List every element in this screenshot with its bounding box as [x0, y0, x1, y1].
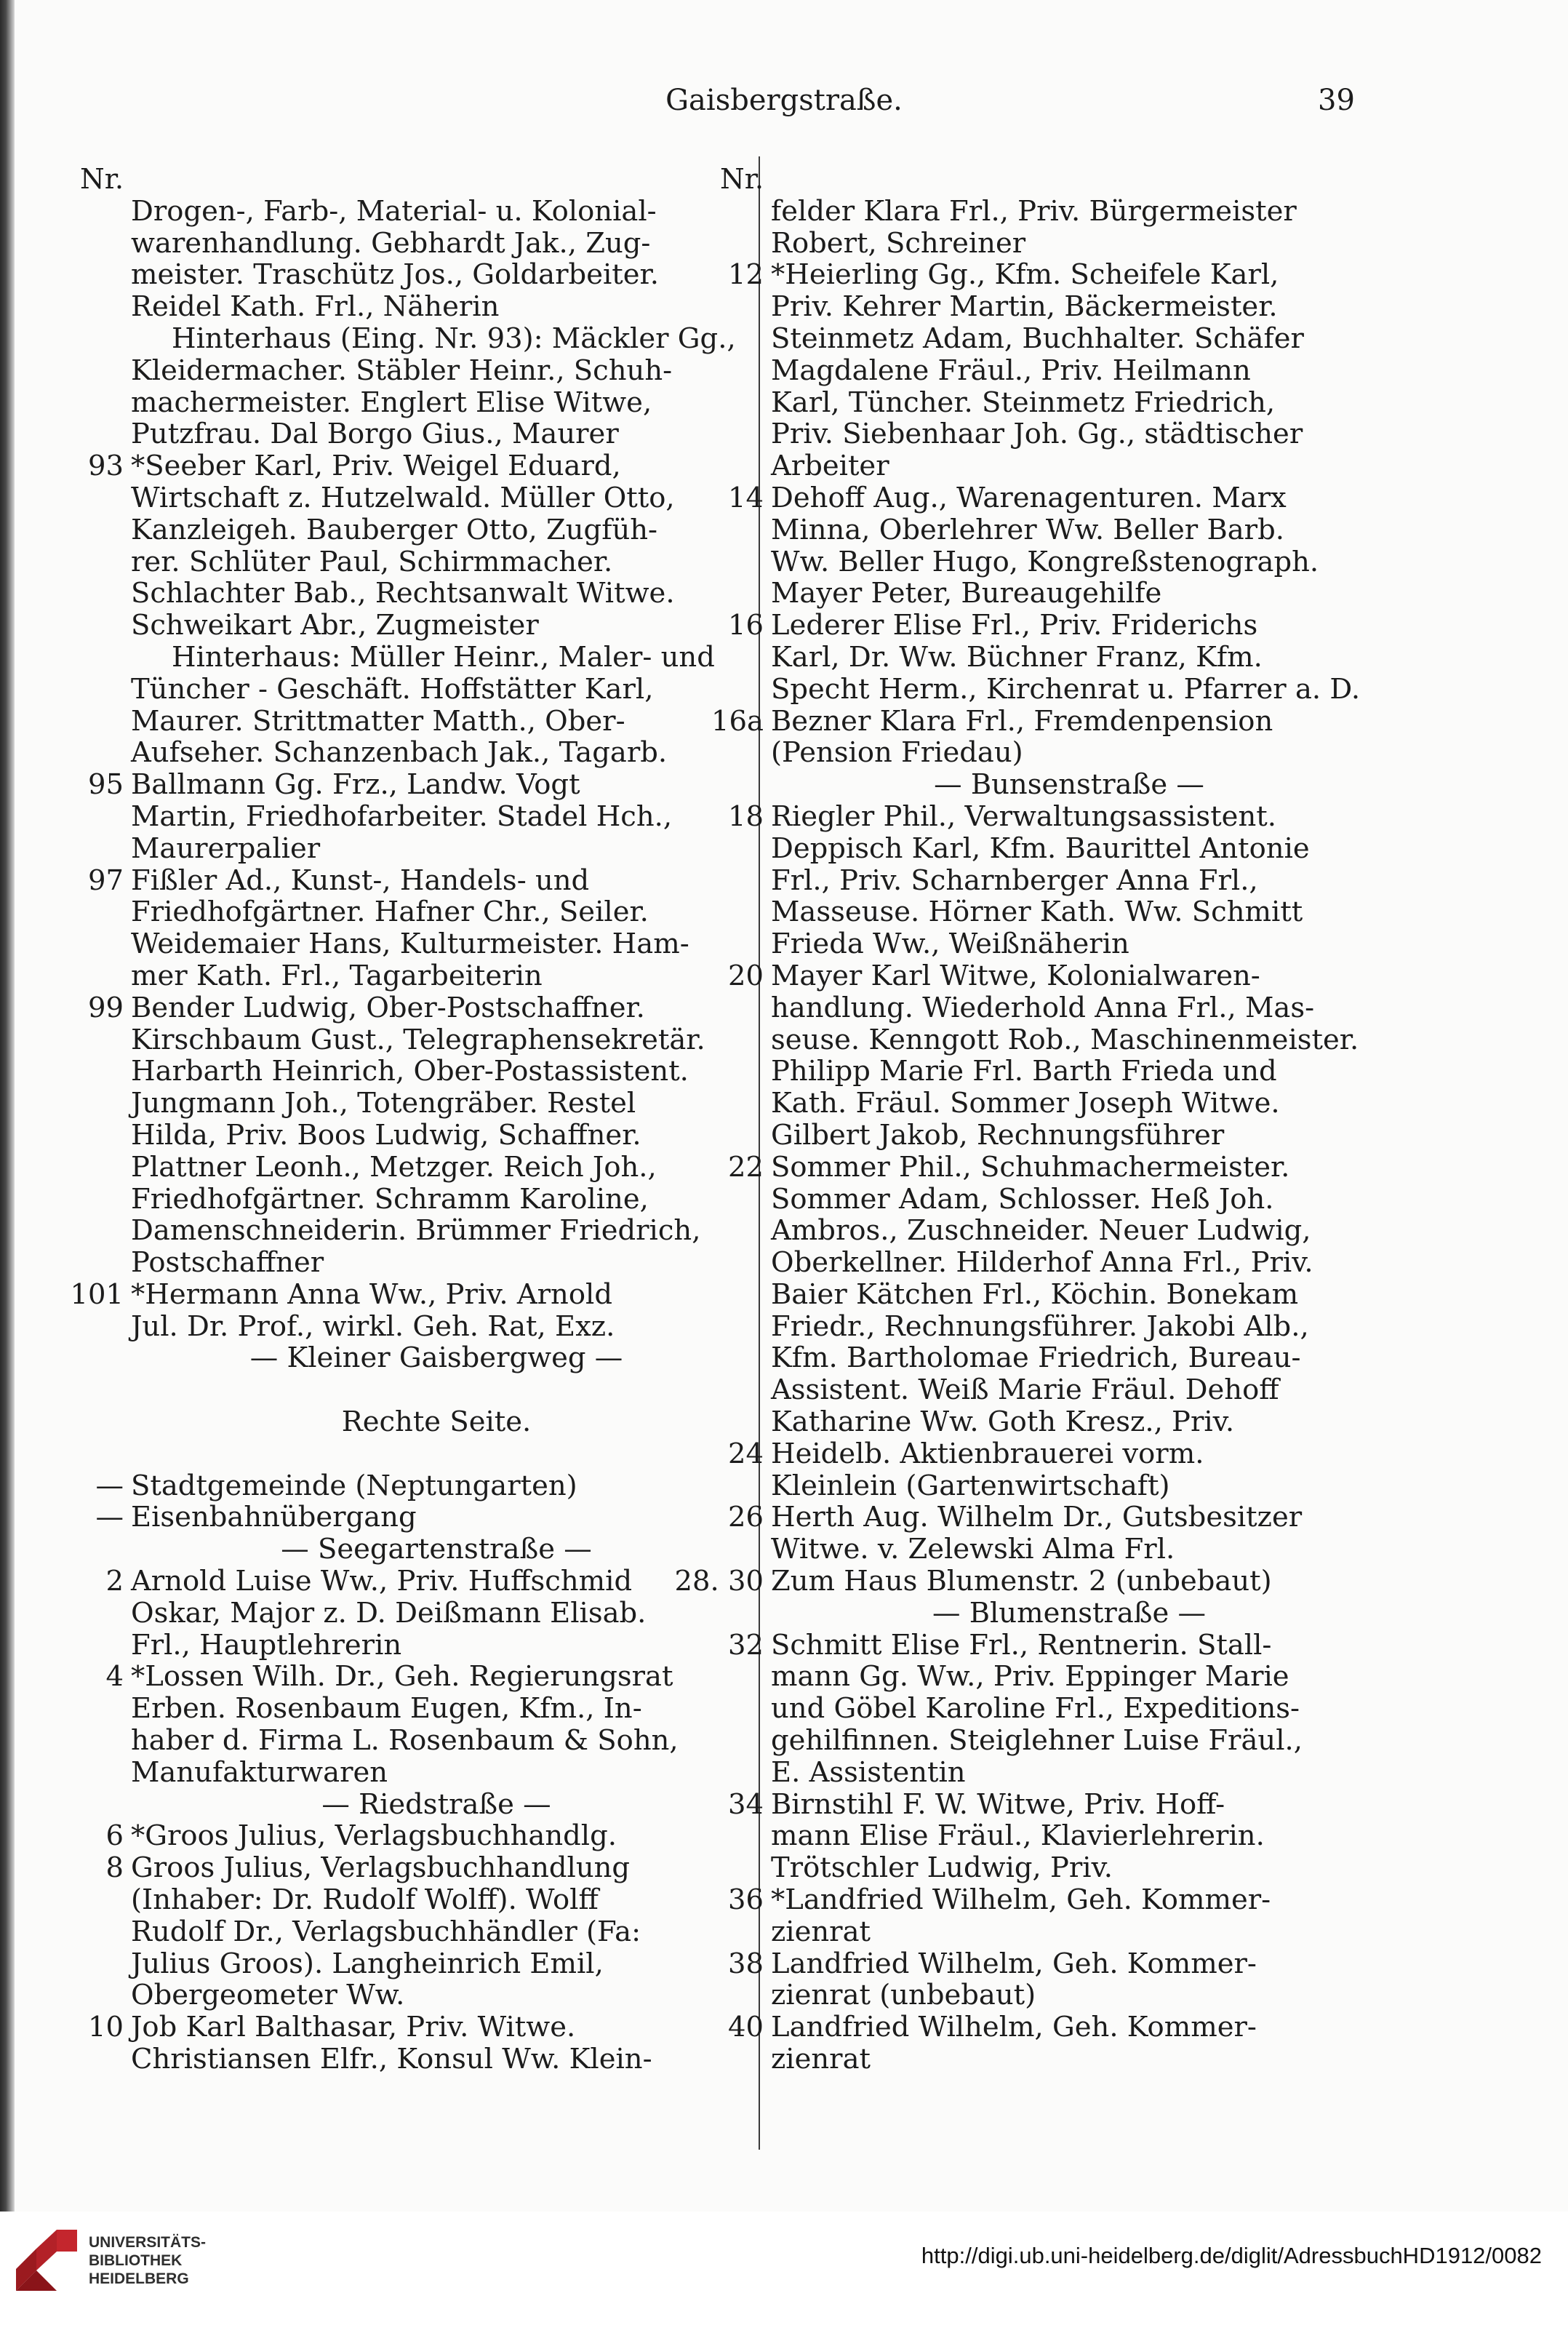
- directory-text: (Inhaber: Dr. Rudolf Wolff). Wolff: [131, 1883, 599, 1917]
- directory-text: Kleinlein (Gartenwirtschaft): [771, 1469, 1170, 1502]
- directory-text: Masseuse. Hörner Kath. Ww. Schmitt: [771, 896, 1303, 929]
- directory-line: [88, 864, 742, 897]
- directory-text: Maurer. Strittmatter Matth., Ober-: [131, 704, 625, 738]
- directory-text: Ambros., Zuschneider. Neuer Ludwig,: [771, 1214, 1311, 1248]
- house-number: 28. 30: [674, 1565, 764, 1598]
- house-number: 20: [728, 959, 764, 992]
- directory-text: Kleidermacher. Stäbler Heinr., Schuh-: [131, 354, 673, 387]
- directory-text: Kanzleigeh. Bauberger Otto, Zugfüh-: [131, 513, 658, 546]
- right-column: [674, 163, 1367, 2076]
- directory-line: [95, 1501, 742, 1534]
- directory-line: [131, 291, 742, 323]
- directory-line: [131, 896, 742, 928]
- directory-text: Dehoff Aug., Warenagenturen. Marx: [771, 481, 1287, 514]
- directory-text: Kath. Fräul. Sommer Joseph Witwe.: [771, 1087, 1280, 1120]
- directory-line: [728, 799, 1367, 833]
- directory-line: [88, 991, 742, 1024]
- directory-text: Karl, Tüncher. Steinmetz Friedrich,: [771, 386, 1276, 419]
- directory-text: Eisenbahnübergang: [131, 1501, 417, 1534]
- directory-line: [131, 706, 742, 738]
- directory-line: [771, 578, 1367, 610]
- directory-line: [771, 1215, 1367, 1247]
- directory-text: Schweikart Abr., Zugmeister: [131, 609, 539, 642]
- directory-line: [771, 1852, 1367, 1884]
- directory-text: Kfm. Bartholomae Friedrich, Bureau-: [771, 1341, 1301, 1375]
- house-number: 36: [728, 1883, 764, 1917]
- directory-text: Bezner Klara Frl., Fremdenpension: [771, 704, 1273, 738]
- directory-line: [131, 546, 742, 578]
- directory-line: [131, 1534, 742, 1566]
- library-name: [89, 2233, 206, 2288]
- house-number: 34: [728, 1787, 764, 1821]
- directory-text: Erben. Rosenbaum Eugen, Kfm., In-: [131, 1692, 642, 1726]
- directory-text: zienrat (unbebaut): [771, 1979, 1036, 2012]
- column-heading: Nr.: [720, 163, 764, 196]
- directory-line: [771, 1279, 1367, 1311]
- left-column: [70, 163, 742, 2076]
- directory-line: [728, 2011, 1367, 2044]
- house-number: —: [95, 1469, 124, 1502]
- directory-text: Karl, Dr. Ww. Büchner Franz, Kfm.: [771, 640, 1263, 674]
- directory-text: mer Kath. Frl., Tagarbeiterin: [131, 959, 543, 992]
- house-number: 99: [88, 991, 124, 1024]
- directory-line: [771, 1406, 1367, 1438]
- directory-line: [131, 1152, 742, 1184]
- directory-line: [771, 1820, 1367, 1852]
- directory-text: Kirschbaum Gust., Telegraphensekretär.: [131, 1023, 705, 1056]
- directory-line: [771, 2043, 1367, 2075]
- directory-line: [131, 1693, 742, 1725]
- directory-text: Heidelb. Aktienbrauerei vorm.: [771, 1437, 1204, 1470]
- directory-text: felder Klara Frl., Priv. Bürgermeister: [771, 194, 1297, 228]
- house-number: 101: [70, 1277, 124, 1311]
- directory-line: [771, 323, 1367, 355]
- directory-line: [131, 737, 742, 769]
- directory-line: [771, 1725, 1367, 1757]
- directory-text: (Pension Friedau): [771, 736, 1023, 770]
- directory-line: [771, 928, 1367, 960]
- directory-text: Friedr., Rechnungsführer. Jakobi Alb.,: [771, 1309, 1309, 1343]
- directory-text: Oberkellner. Hilderhof Anna Frl., Priv.: [771, 1246, 1313, 1280]
- directory-text: Stadtgemeinde (Neptungarten): [131, 1469, 577, 1502]
- directory-text: Maurerpalier: [131, 831, 321, 865]
- directory-line: [131, 259, 742, 291]
- directory-line: [771, 1056, 1367, 1088]
- directory-line: [728, 1883, 1367, 1917]
- directory-line: [105, 1565, 742, 1598]
- directory-text: Postschaffner: [131, 1246, 324, 1280]
- directory-line: [131, 674, 742, 706]
- directory-text: — Bunsenstraße —: [934, 768, 1204, 802]
- directory-line: [131, 323, 742, 355]
- directory-line: [728, 1628, 1367, 1662]
- directory-line: [131, 514, 742, 546]
- directory-text: meister. Traschütz Jos., Goldarbeiter.: [131, 258, 659, 292]
- directory-text: Arbeiter: [771, 450, 889, 483]
- directory-line: [131, 482, 742, 514]
- house-number: 8: [105, 1851, 124, 1885]
- directory-text: Mayer Karl Witwe, Kolonialwaren-: [771, 959, 1260, 992]
- directory-line: [131, 610, 742, 642]
- directory-text: Robert, Schreiner: [771, 226, 1026, 260]
- directory-line: [131, 1342, 742, 1374]
- directory-line: [105, 1819, 742, 1853]
- directory-text: — Riedstraße —: [321, 1787, 551, 1821]
- directory-line: [771, 355, 1367, 387]
- directory-text: Schmitt Elise Frl., Rentnerin. Stall-: [771, 1628, 1272, 1662]
- directory-line: [105, 1851, 742, 1885]
- house-number: 16: [728, 609, 764, 642]
- directory-line: [771, 737, 1367, 769]
- library-name-line2: BIBLIOTHEK: [89, 2252, 183, 2269]
- directory-line: [131, 960, 742, 992]
- directory-text: Assistent. Weiß Marie Fräul. Dehoff: [771, 1373, 1279, 1407]
- directory-text: Sommer Adam, Schlosser. Heß Joh.: [771, 1182, 1274, 1216]
- directory-text: Putzfrau. Dal Borgo Gius., Maurer: [131, 418, 619, 451]
- directory-line: [131, 1215, 742, 1247]
- house-number: 97: [88, 864, 124, 897]
- directory-text: Harbarth Heinrich, Ober-Postassistent.: [131, 1055, 689, 1088]
- scan-edge: [0, 0, 15, 2333]
- directory-text: seuse. Kenngott Rob., Maschinenmeister.: [771, 1023, 1359, 1056]
- directory-text: Groos Julius, Verlagsbuchhandlung: [131, 1851, 631, 1885]
- directory-text: Frieda Ww., Weißnäherin: [771, 928, 1129, 961]
- house-number: —: [95, 1501, 124, 1534]
- directory-line: [131, 1184, 742, 1216]
- house-number: 38: [728, 1947, 764, 1980]
- directory-text: *Lossen Wilh. Dr., Geh. Regierungsrat: [131, 1660, 673, 1694]
- directory-text: — Kleiner Gaisbergweg —: [249, 1341, 623, 1375]
- directory-line: [771, 450, 1367, 482]
- directory-line: [131, 1916, 742, 1948]
- directory-text: Hinterhaus: Müller Heinr., Maler- und: [172, 640, 715, 674]
- directory-text: Riegler Phil., Verwaltungsassistent.: [771, 799, 1276, 833]
- directory-line: [771, 514, 1367, 546]
- directory-text: Arnold Luise Ww., Priv. Huffschmid: [131, 1565, 633, 1598]
- directory-text: Jul. Dr. Prof., wirkl. Geh. Rat, Exz.: [131, 1309, 615, 1343]
- directory-text: Frl., Hauptlehrerin: [131, 1628, 402, 1662]
- house-number: 24: [728, 1437, 764, 1470]
- directory-text: E. Assistentin: [771, 1755, 966, 1789]
- directory-text: Steinmetz Adam, Buchhalter. Schäfer: [771, 322, 1304, 355]
- house-number: 16a: [711, 704, 764, 738]
- directory-line: [771, 291, 1367, 323]
- house-number: 2: [105, 1565, 124, 1598]
- directory-line: [131, 1979, 742, 2011]
- directory-text: Reidel Kath. Frl., Näherin: [131, 290, 500, 324]
- directory-line: [131, 1757, 742, 1789]
- directory-text: Minna, Oberlehrer Ww. Beller Barb.: [771, 513, 1284, 546]
- directory-line: [131, 1056, 742, 1088]
- directory-line: [131, 1247, 742, 1279]
- footer: [0, 2212, 1568, 2333]
- directory-line: [728, 609, 1367, 642]
- directory-line: [80, 163, 742, 196]
- directory-text: — Blumenstraße —: [932, 1596, 1207, 1630]
- directory-text: Martin, Friedhofarbeiter. Stadel Hch.,: [131, 799, 673, 833]
- directory-line: [131, 928, 742, 960]
- house-number: 14: [728, 481, 764, 514]
- directory-text: Katharine Ww. Goth Kresz., Priv.: [771, 1405, 1235, 1439]
- directory-line: [131, 228, 742, 260]
- directory-text: *Seeber Karl, Priv. Weigel Eduard,: [131, 450, 621, 483]
- directory-line: [711, 704, 1367, 738]
- directory-text: *Heierling Gg., Kfm. Scheifele Karl,: [771, 258, 1279, 292]
- directory-line: [771, 1311, 1367, 1343]
- directory-line: [771, 1470, 1367, 1502]
- directory-text: Aufseher. Schanzenbach Jak., Tagarb.: [131, 736, 668, 770]
- directory-text: Tüncher - Geschäft. Hoffstätter Karl,: [131, 672, 654, 706]
- directory-line: [131, 1884, 742, 1916]
- house-number: 12: [728, 258, 764, 292]
- directory-text: Friedhofgärtner. Schramm Karoline,: [131, 1182, 649, 1216]
- directory-text: Zum Haus Blumenstr. 2 (unbebaut): [771, 1565, 1272, 1598]
- directory-text: Jungmann Joh., Totengräber. Restel: [131, 1087, 636, 1120]
- directory-text: Landfried Wilhelm, Geh. Kommer-: [771, 1947, 1257, 1980]
- directory-text: Landfried Wilhelm, Geh. Kommer-: [771, 2011, 1257, 2044]
- directory-text: Schlachter Bab., Rechtsanwalt Witwe.: [131, 577, 675, 610]
- directory-line: [771, 896, 1367, 928]
- directory-text: Mayer Peter, Bureaugehilfe: [771, 577, 1162, 610]
- directory-text: Hilda, Priv. Boos Ludwig, Schaffner.: [131, 1118, 641, 1152]
- house-number: 22: [728, 1150, 764, 1184]
- directory-text: Julius Groos). Langheinrich Emil,: [131, 1947, 604, 1980]
- directory-line: [131, 418, 742, 450]
- directory-line: [131, 355, 742, 387]
- directory-text: Priv. Kehrer Martin, Bäckermeister.: [771, 290, 1278, 324]
- directory-text: Weidemaier Hans, Kulturmeister. Ham-: [131, 928, 689, 961]
- directory-line: [131, 1120, 742, 1152]
- directory-text: Magdalene Fräul., Priv. Heilmann: [771, 354, 1251, 387]
- directory-line: [771, 228, 1367, 260]
- directory-text: gehilfinnen. Steiglehner Luise Fräul.,: [771, 1724, 1303, 1758]
- directory-text: Deppisch Karl, Kfm. Baurittel Antonie: [771, 831, 1310, 865]
- directory-text: — Seegartenstraße —: [281, 1533, 592, 1566]
- directory-line: [131, 833, 742, 865]
- directory-line: [771, 769, 1367, 801]
- directory-text: Wirtschaft z. Hutzelwald. Müller Otto,: [131, 481, 675, 514]
- directory-line: [728, 1947, 1367, 1980]
- house-number: 6: [105, 1819, 124, 1853]
- directory-line: [771, 196, 1367, 228]
- directory-text: haber d. Firma L. Rosenbaum & Sohn,: [131, 1724, 679, 1758]
- directory-line: [771, 387, 1367, 419]
- directory-line: [771, 674, 1367, 706]
- directory-text: Lederer Elise Frl., Priv. Friderichs: [771, 609, 1258, 642]
- directory-line: [771, 1598, 1367, 1630]
- directory-line: [728, 1437, 1367, 1470]
- directory-line: [771, 1534, 1367, 1566]
- directory-text: Specht Herm., Kirchenrat u. Pfarrer a. D.: [771, 672, 1361, 706]
- directory-text: Oskar, Major z. D. Deißmann Elisab.: [131, 1596, 647, 1630]
- directory-line: [771, 1757, 1367, 1789]
- directory-line: [771, 1247, 1367, 1279]
- directory-line: [728, 959, 1367, 992]
- directory-text: Drogen-, Farb-, Material- u. Kolonial-: [131, 194, 657, 228]
- house-number: 93: [88, 450, 124, 483]
- directory-text: Fißler Ad., Kunst-, Handels- und: [131, 864, 590, 897]
- directory-line: [771, 1916, 1367, 1948]
- house-number: 95: [88, 768, 124, 802]
- directory-line: [720, 163, 1367, 196]
- directory-text: Baier Kätchen Frl., Köchin. Bonekam: [771, 1277, 1299, 1311]
- directory-line: [131, 1598, 742, 1630]
- directory-line: [771, 865, 1367, 897]
- directory-text: mann Elise Fräul., Klavierlehrerin.: [771, 1819, 1265, 1853]
- directory-text: Sommer Phil., Schuhmachermeister.: [771, 1150, 1290, 1184]
- directory-line: [131, 578, 742, 610]
- directory-text: Rechte Seite.: [341, 1405, 532, 1439]
- directory-text: Herth Aug. Wilhelm Dr., Gutsbesitzer: [771, 1501, 1303, 1534]
- directory-line: [771, 1374, 1367, 1406]
- directory-text: *Hermann Anna Ww., Priv. Arnold: [131, 1277, 612, 1311]
- directory-text: Rudolf Dr., Verlagsbuchhändler (Fa:: [131, 1915, 641, 1948]
- directory-text: Bender Ludwig, Ober-Postschaffner.: [131, 991, 645, 1024]
- directory-text: rer. Schlüter Paul, Schirmmacher.: [131, 545, 613, 578]
- directory-text: Priv. Siebenhaar Joh. Gg., städtischer: [771, 418, 1303, 451]
- directory-text: Ballmann Gg. Frz., Landw. Vogt: [131, 768, 580, 802]
- directory-text: Obergeometer Ww.: [131, 1979, 405, 2012]
- directory-line: [131, 801, 742, 833]
- house-number: 18: [728, 799, 764, 833]
- directory-text: Trötschler Ludwig, Priv.: [771, 1851, 1113, 1885]
- directory-text: Birnstihl F. W. Witwe, Priv. Hoff-: [771, 1787, 1225, 1821]
- directory-line: [728, 481, 1367, 514]
- directory-text: Job Karl Balthasar, Priv. Witwe.: [131, 2011, 576, 2044]
- directory-text: zienrat: [771, 2043, 871, 2076]
- directory-line: [771, 1979, 1367, 2011]
- directory-text: Manufakturwaren: [131, 1755, 388, 1789]
- directory-text: Christiansen Elfr., Konsul Ww. Klein-: [131, 2043, 652, 2076]
- directory-text: und Göbel Karoline Frl., Expeditions-: [771, 1692, 1300, 1726]
- directory-text: handlung. Wiederhold Anna Frl., Mas-: [771, 991, 1315, 1024]
- directory-text: warenhandlung. Gebhardt Jak., Zug-: [131, 226, 651, 260]
- directory-line: [771, 833, 1367, 865]
- directory-line: [728, 1150, 1367, 1184]
- directory-line: [88, 768, 742, 802]
- directory-line: [131, 1088, 742, 1120]
- directory-text: Ww. Beller Hugo, Kongreßstenograph.: [771, 545, 1319, 578]
- library-name-line3: HEIDELBERG: [89, 2270, 189, 2287]
- directory-line: [728, 1501, 1367, 1534]
- directory-line: [131, 196, 742, 228]
- directory-text: Friedhofgärtner. Hafner Chr., Seiler.: [131, 896, 649, 929]
- library-name-line1: UNIVERSITÄTS-: [89, 2234, 207, 2251]
- directory-line: [728, 1787, 1367, 1821]
- directory-text: Frl., Priv. Scharnberger Anna Frl.,: [771, 864, 1258, 897]
- directory-text: Hinterhaus (Eing. Nr. 93): Mäckler Gg.,: [172, 322, 736, 355]
- directory-line: [771, 546, 1367, 578]
- directory-line: [771, 1024, 1367, 1056]
- directory-line: [131, 1024, 742, 1056]
- directory-line: [771, 992, 1367, 1024]
- directory-line: [131, 1630, 742, 1662]
- directory-text: Gilbert Jakob, Rechnungsführer: [771, 1118, 1225, 1152]
- library-logo-icon: [16, 2230, 77, 2291]
- directory-text: Damenschneiderin. Brümmer Friedrich,: [131, 1214, 701, 1248]
- directory-line: [95, 1469, 742, 1502]
- directory-line: [674, 1565, 1367, 1598]
- directory-line: [131, 387, 742, 419]
- directory-text: zienrat: [771, 1915, 871, 1948]
- directory-text: machermeister. Englert Elise Witwe,: [131, 386, 652, 419]
- directory-text: Witwe. v. Zelewski Alma Frl.: [771, 1533, 1175, 1566]
- directory-text: Philipp Marie Frl. Barth Frieda und: [771, 1055, 1277, 1088]
- directory-line: [105, 1660, 742, 1694]
- directory-text: *Landfried Wilhelm, Geh. Kommer-: [771, 1883, 1271, 1917]
- directory-line: [131, 1948, 742, 1980]
- directory-line: [131, 1406, 742, 1438]
- house-number: 32: [728, 1628, 764, 1662]
- directory-line: [131, 1438, 742, 1470]
- directory-line: [771, 1342, 1367, 1374]
- directory-line: [771, 1693, 1367, 1725]
- directory-line: [771, 1120, 1367, 1152]
- source-url[interactable]: http://digi.ub.uni-heidelberg.de/diglit/AdressbuchHD1912/0082: [921, 2243, 1542, 2268]
- directory-line: [131, 1374, 742, 1406]
- directory-line: [771, 642, 1367, 674]
- directory-line: [70, 1277, 742, 1311]
- directory-line: [88, 2011, 742, 2044]
- directory-text: mann Gg. Ww., Priv. Eppinger Marie: [771, 1660, 1289, 1694]
- directory-line: [771, 1088, 1367, 1120]
- directory-line: [88, 450, 742, 483]
- directory-text: Plattner Leonh., Metzger. Reich Joh.,: [131, 1150, 657, 1184]
- directory-text: *Groos Julius, Verlagsbuchhandlg.: [131, 1819, 617, 1853]
- page-number: 39: [1318, 84, 1355, 117]
- page-title: Gaisbergstraße.: [665, 84, 903, 117]
- column-heading: Nr.: [80, 163, 124, 196]
- house-number: 4: [105, 1660, 124, 1694]
- directory-line: [131, 1725, 742, 1757]
- directory-line: [131, 1789, 742, 1821]
- house-number: 10: [88, 2011, 124, 2044]
- directory-line: [131, 642, 742, 674]
- directory-line: [771, 418, 1367, 450]
- directory-line: [131, 2043, 742, 2075]
- house-number: 40: [728, 2011, 764, 2044]
- house-number: 26: [728, 1501, 764, 1534]
- directory-line: [771, 1661, 1367, 1693]
- directory-line: [728, 258, 1367, 292]
- directory-line: [131, 1311, 742, 1343]
- directory-line: [771, 1184, 1367, 1216]
